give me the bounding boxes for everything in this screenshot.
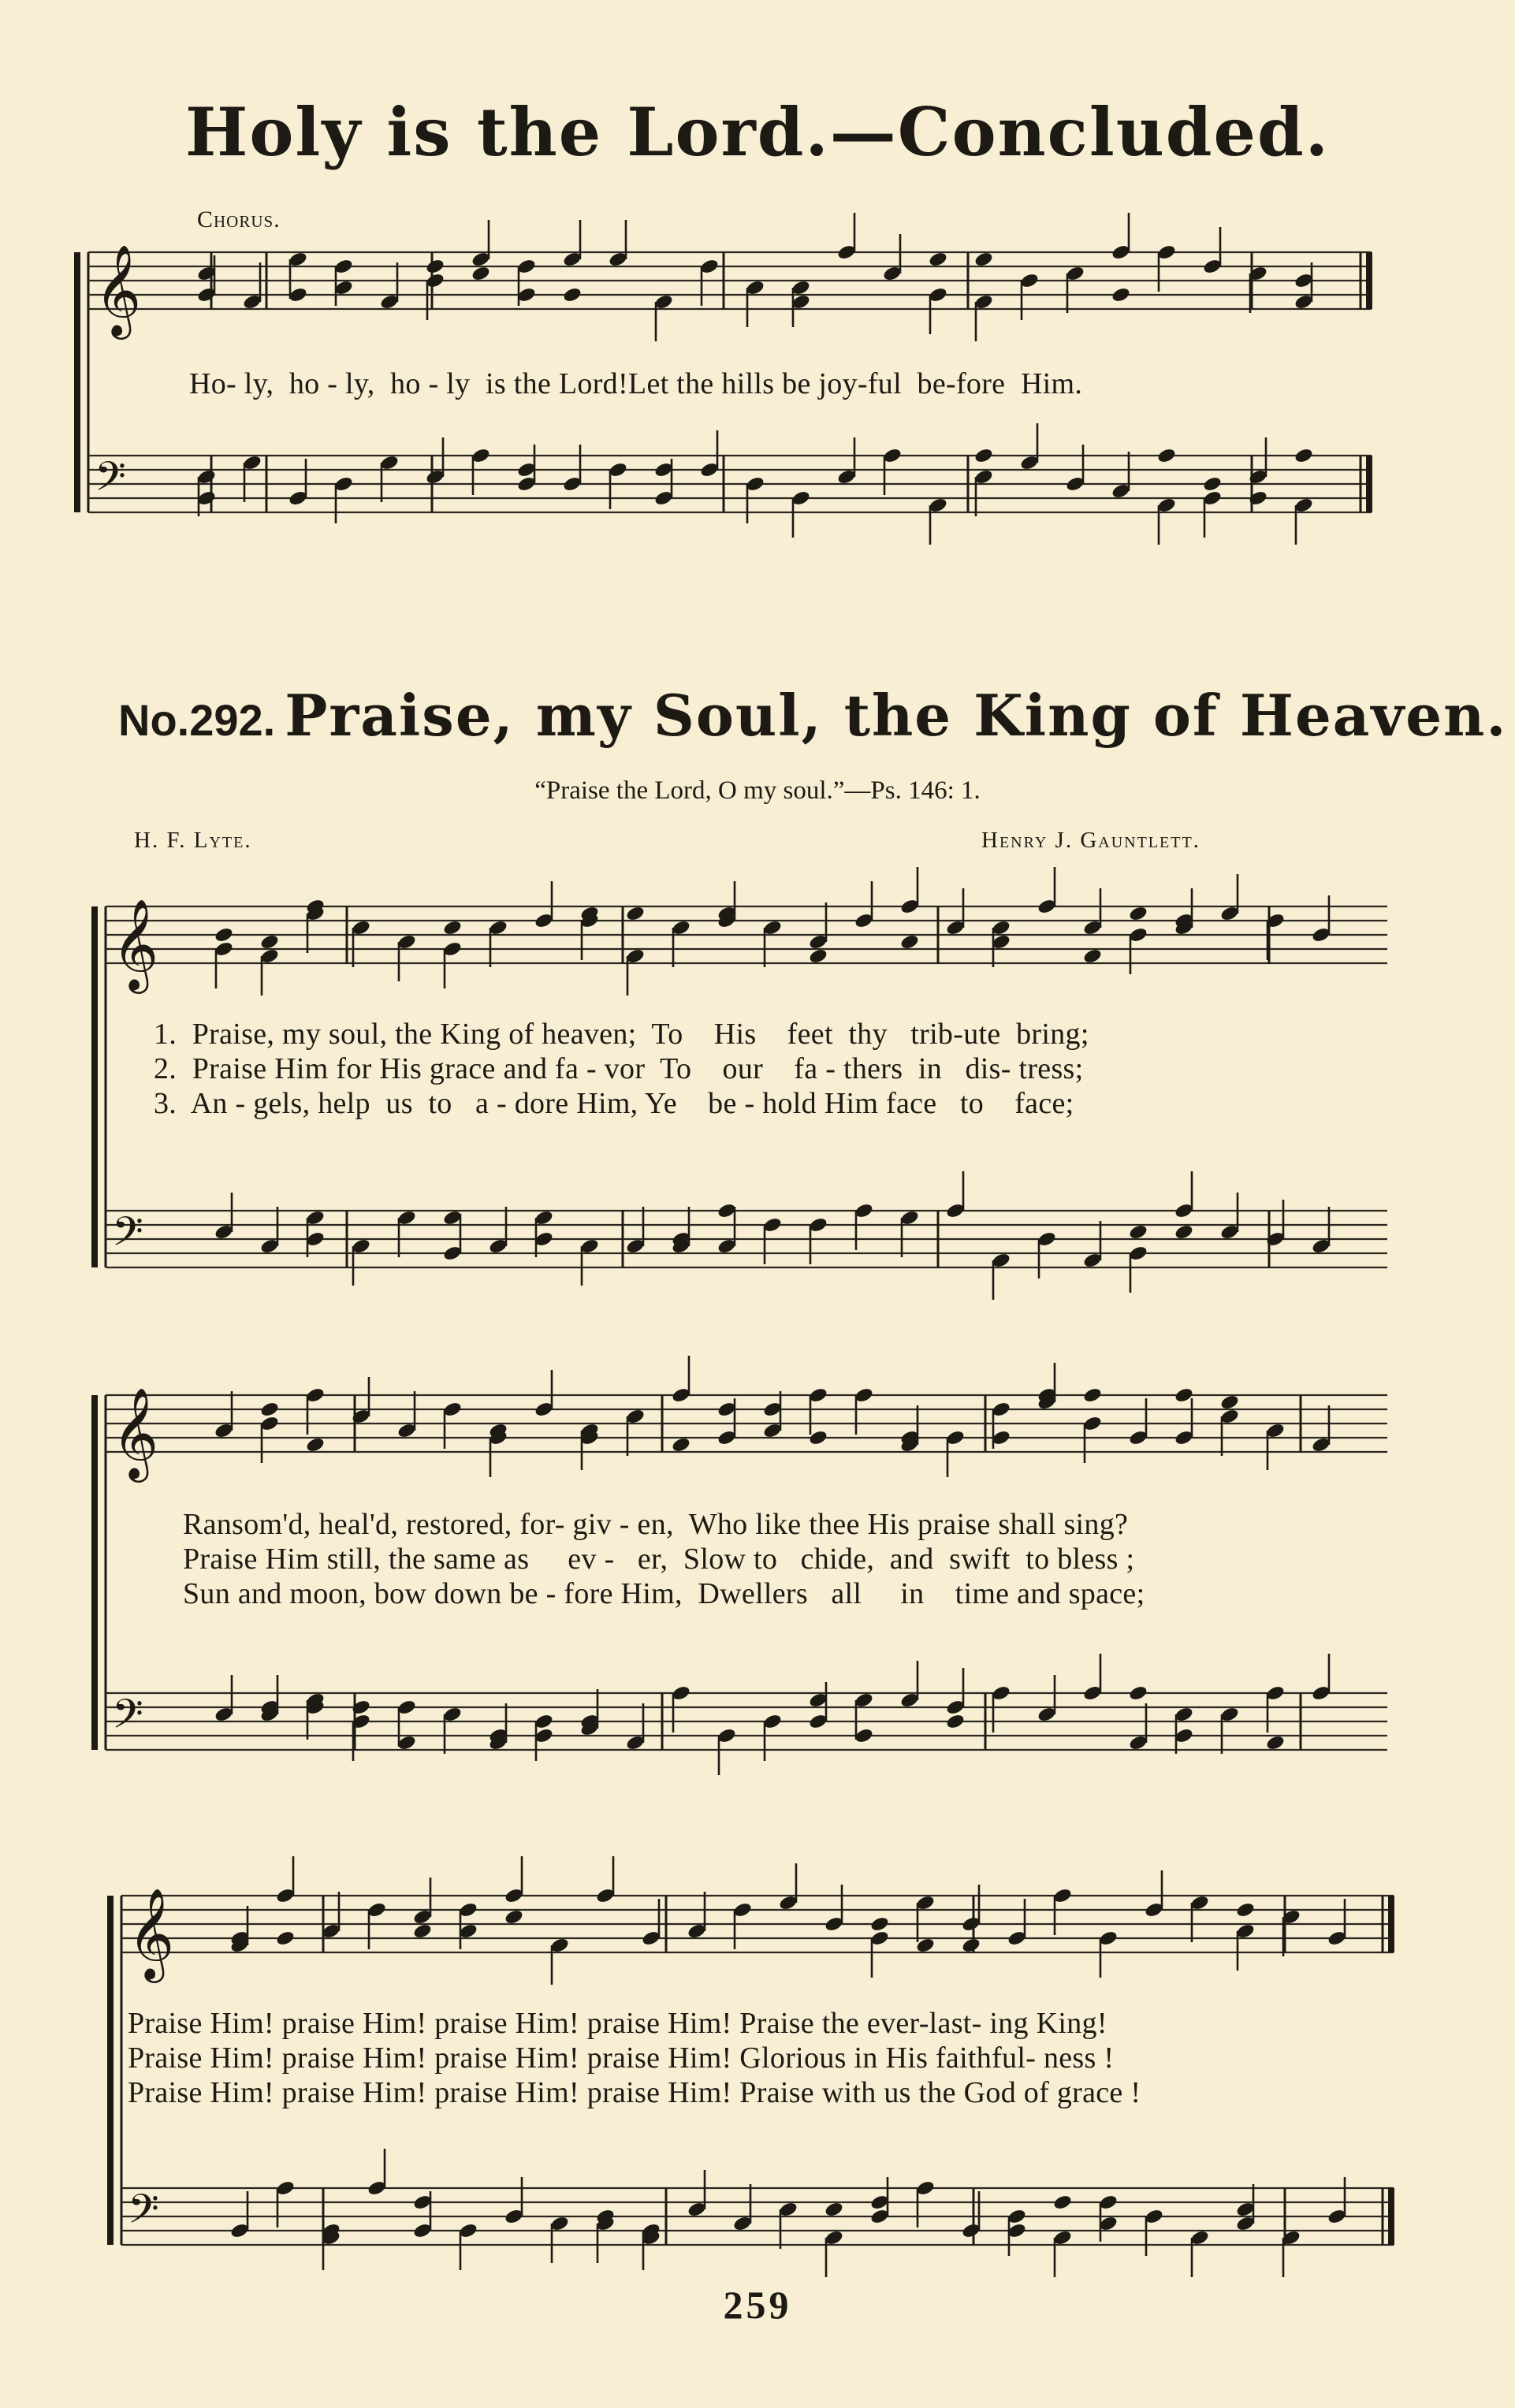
bass-clef-icon: 𝄢 xyxy=(128,2185,159,2242)
notehead xyxy=(973,251,994,268)
notehead xyxy=(442,919,463,936)
bass-clef-icon: 𝄢 xyxy=(112,1208,143,1265)
notehead xyxy=(1202,475,1223,493)
notehead xyxy=(1235,1901,1256,1919)
notehead xyxy=(1219,1394,1240,1411)
notehead xyxy=(214,926,234,943)
page-number: 259 xyxy=(723,2283,792,2327)
notehead xyxy=(824,2201,844,2218)
notehead xyxy=(425,258,445,275)
treble-clef-icon: 𝄞 xyxy=(112,1386,159,1479)
verse-lyric-2-2: Praise Him still, the same as ev - er, Slow to chide, and swift to bless ; xyxy=(183,1543,1135,1576)
notehead xyxy=(1082,1386,1103,1404)
notehead xyxy=(1128,905,1148,922)
treble-clef-icon: 𝄞 xyxy=(112,898,159,990)
verse-lyric-1-2: 2. Praise Him for His grace and fa - vor To our fa - thers in dis- tress; xyxy=(154,1052,1084,1085)
notehead xyxy=(471,265,491,282)
notehead xyxy=(1111,286,1131,303)
bass-clef-icon: 𝄢 xyxy=(95,452,126,510)
notehead xyxy=(1265,1734,1286,1751)
epigraph: “Praise the Lord, O my soul.”—Ps. 146: 1. xyxy=(534,776,981,805)
verse-lyric-3-2: Praise Him! praise Him! praise Him! praise Him! Glorious in His faithful- ness ! xyxy=(128,2041,1115,2075)
verse-lyric-1-3: 3. An - gels, help us to a - dore Him, Ye be - hold Him face to face; xyxy=(154,1087,1074,1120)
notehead xyxy=(1294,447,1314,464)
notehead xyxy=(1082,947,1103,965)
notehead xyxy=(562,286,583,303)
author: H. F. Lyte. xyxy=(134,828,252,853)
notehead xyxy=(259,1401,280,1418)
notehead xyxy=(671,1436,691,1453)
chorus-label: Chorus. xyxy=(197,207,281,233)
verse-lyric-3-3: Praise Him! praise Him! praise Him! praise Him! Praise with us the God of grace ! xyxy=(128,2076,1141,2109)
composer: Henry J. Gauntlett. xyxy=(981,828,1200,853)
bass-clef-icon: 𝄢 xyxy=(112,1690,143,1747)
concluded-title: Holy is the Lord.—Concluded. xyxy=(185,93,1330,171)
treble-clef-icon: 𝄞 xyxy=(95,244,142,336)
notehead xyxy=(305,1436,326,1453)
notehead xyxy=(808,947,828,965)
notehead xyxy=(973,447,994,464)
notehead xyxy=(625,905,646,922)
notehead xyxy=(961,1937,981,1954)
verse-lyric-2-3: Sun and moon, bow down be - fore Him, Dwellers all in time and space; xyxy=(183,1577,1145,1610)
hymn-number: No.292. xyxy=(118,695,276,745)
notehead xyxy=(412,1922,433,1940)
treble-clef-icon: 𝄞 xyxy=(128,1887,175,1979)
notehead xyxy=(1156,447,1177,464)
notehead xyxy=(899,933,920,951)
notehead xyxy=(1128,1684,1148,1702)
hymn-title: Praise, my Soul, the King of Heaven. xyxy=(285,682,1508,749)
notehead xyxy=(1052,2194,1073,2211)
verse-lyric-3-1: Praise Him! praise Him! praise Him! praise Him! Praise the ever-last- ing King! xyxy=(128,2007,1107,2040)
verse-lyric-1-1: 1. Praise, my soul, the King of heaven; To His feet thy trib-ute bring; xyxy=(154,1018,1089,1051)
notehead xyxy=(1174,1223,1194,1241)
notehead xyxy=(1128,1223,1148,1241)
verse-lyric-2-1: Ransom'd, heal'd, restored, for- giv - en, Who like thee His praise shall sing? xyxy=(183,1508,1129,1541)
notehead xyxy=(259,933,280,951)
notehead xyxy=(504,1908,524,1926)
notehead xyxy=(928,251,948,268)
chorus-lyric: Ho- ly, ho - ly, ho - ly is the Lord!Let the hills be joy-ful be-fore Him. xyxy=(189,367,1083,400)
notehead xyxy=(945,1713,966,1730)
notehead xyxy=(275,1930,296,1947)
hymn-heading xyxy=(118,682,1507,749)
notehead xyxy=(869,1915,890,1933)
